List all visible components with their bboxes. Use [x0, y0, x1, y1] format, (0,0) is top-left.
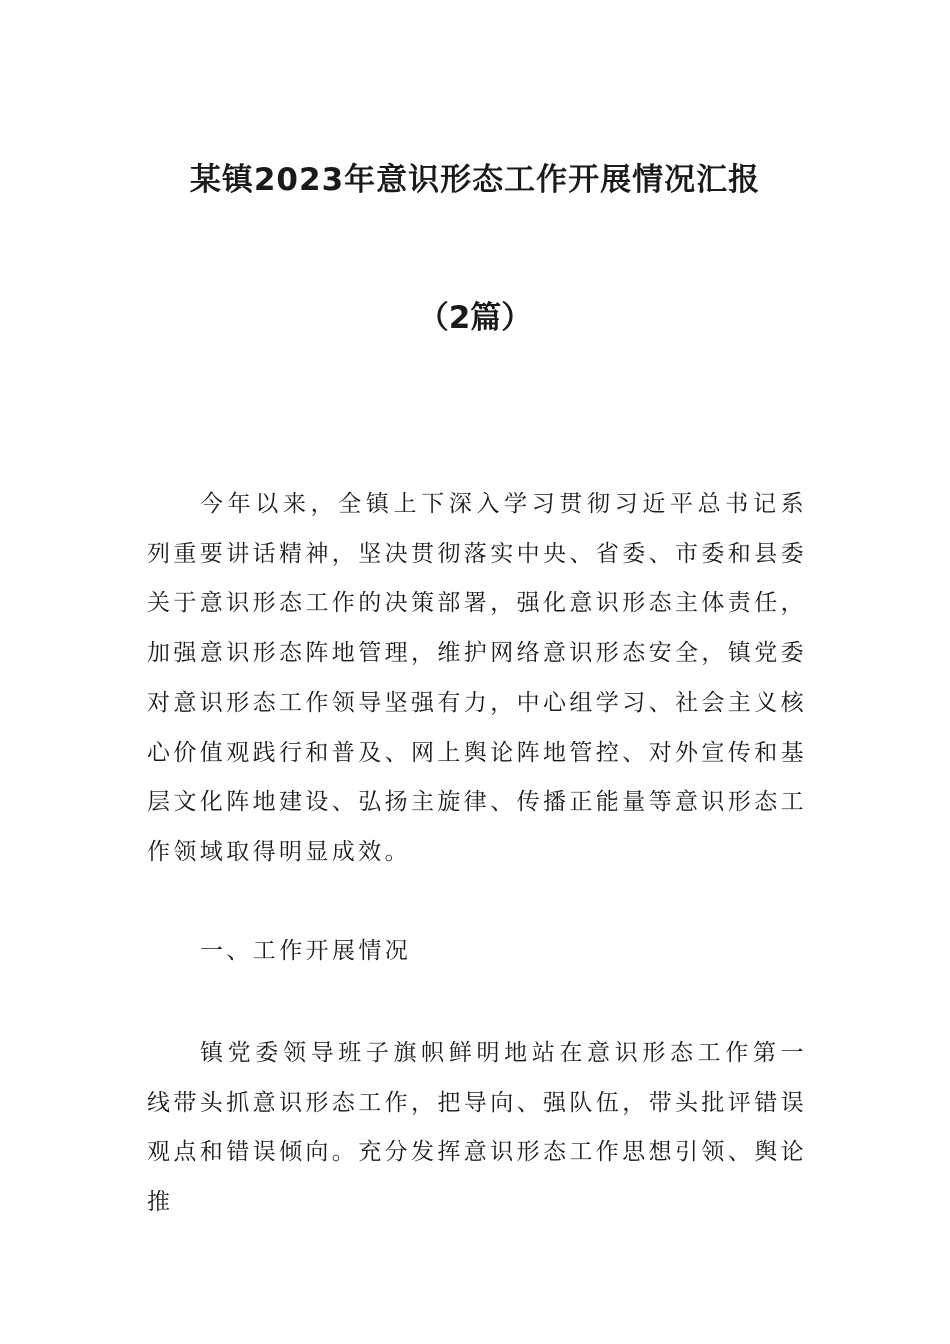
section-paragraph: 镇党委领导班子旗帜鲜明地站在意识形态工作第一线带头抓意识形态工作，把导向、强队伍，带头批评错误观点和错误倾向。充分发挥意识形态工作思想引领、舆论推 — [147, 1040, 807, 1216]
intro-paragraph: 今年以来，全镇上下深入学习贯彻习近平总书记系列重要讲话精神，坚决贯彻落实中央、省委、市委和县委关于意识形态工作的决策部署，强化意识形态主体责任，加强意识形态阵地管理，维护网络意识形态安全，镇党委对意识形态工作领导坚强有力，中心组学习、社会主义核心价值观践行和普及、网上舆论阵地管控、对外宣传和基层文化阵地建设、弘扬主旋律、传播正能量等意识形态工作领域取得明显成效。 — [147, 491, 807, 865]
section-heading: 一、工作开展情况 — [200, 938, 412, 964]
document-subtitle: （2篇） — [417, 300, 533, 336]
document-title: 某镇2023年意识形态工作开展情况汇报 — [189, 162, 761, 198]
